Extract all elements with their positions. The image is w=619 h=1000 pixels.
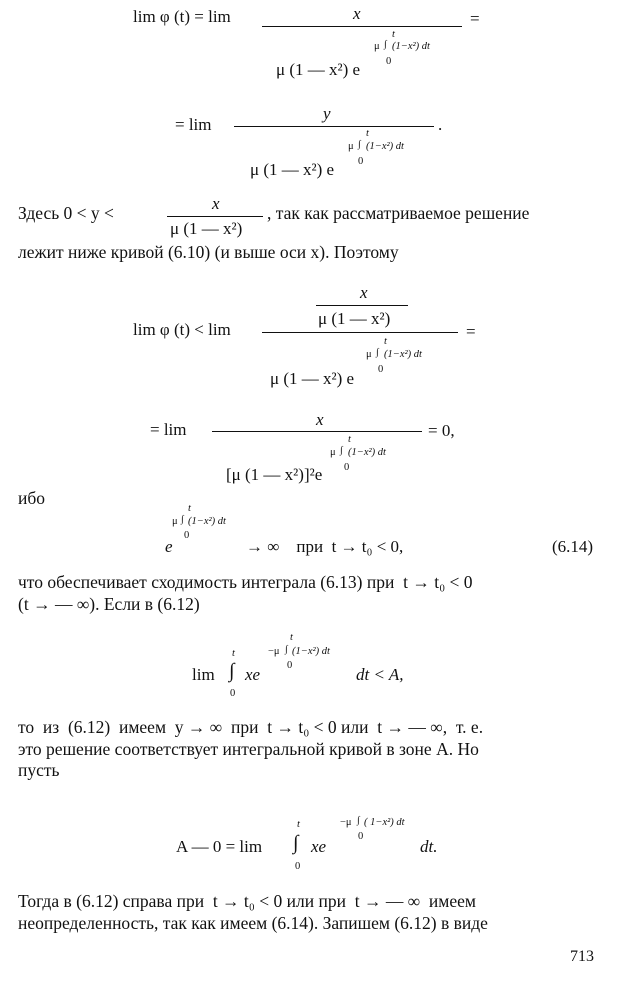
eq3-rhs: = bbox=[466, 322, 476, 341]
eq6-lim: lim bbox=[192, 665, 215, 684]
para3-line2: это решение соответствует интегральной кривой в зоне A. Но bbox=[18, 739, 479, 759]
eq3-exp-lower: 0 bbox=[378, 364, 384, 375]
eq6-integral-upper: t bbox=[232, 648, 235, 659]
para3-line3: пусть bbox=[18, 760, 60, 780]
eq7-integral-sign: ∫ bbox=[293, 832, 299, 854]
eq5-exp-upper: t bbox=[188, 503, 191, 514]
eq3-exp-mu: μ bbox=[366, 349, 372, 360]
equation-number-6-14: (6.14) bbox=[552, 537, 594, 556]
eq5-integral-sign: ∫ bbox=[181, 514, 184, 525]
eq7-rest: dt. bbox=[420, 837, 438, 856]
eq7-exp-integral-sign: ∫ bbox=[357, 815, 360, 826]
para2-line1: что обеспечивает сходимость интеграла (6.13) при t → t₀ < 0 bbox=[18, 572, 473, 592]
eq3-exp-upper: t bbox=[384, 336, 387, 347]
eq7-exp-lower: 0 bbox=[358, 831, 364, 842]
eq2-integral-sign: ∫ bbox=[358, 139, 361, 150]
eq3-inner-numerator: x bbox=[360, 283, 368, 302]
para1-start: Здесь 0 < y < bbox=[18, 203, 114, 223]
eq7-integral-lower: 0 bbox=[295, 861, 301, 872]
eq1-exp-mu: μ bbox=[374, 41, 380, 52]
eq1-numerator: x bbox=[353, 4, 361, 23]
para1-line1-end: , так как рассматриваемое решение bbox=[267, 203, 530, 223]
eq6-rest: dt < A, bbox=[356, 665, 404, 684]
eq1-lhs: lim φ (t) = lim bbox=[133, 7, 231, 26]
para1-line2: лежит ниже кривой (6.10) (и выше оси x). Поэтому bbox=[18, 242, 399, 262]
eq5-exp-integrand: (1−x²) dt bbox=[188, 516, 226, 527]
para1-fraction-numerator: x bbox=[212, 194, 220, 213]
eq1-denominator: μ (1 — x²) e bbox=[276, 60, 361, 79]
eq2-rhs: . bbox=[438, 115, 443, 134]
eq6-exp-mu: −μ bbox=[268, 646, 280, 657]
eq6-exp-integrand: (1−x²) dt bbox=[292, 646, 330, 657]
eq4-exp-lower: 0 bbox=[344, 462, 350, 473]
eq7-exp-integrand: ( 1−x²) dt bbox=[364, 817, 405, 828]
eq3-fraction-bar bbox=[262, 332, 458, 333]
para4-line1: Тогда в (6.12) справа при t → t₀ < 0 или при t → — ∞ имеем bbox=[18, 891, 476, 911]
eq2-exp-integrand: (1−x²) dt bbox=[366, 141, 404, 152]
eq2-exp-upper: t bbox=[366, 128, 369, 139]
para2-line2: (t → — ∞). Если в (6.12) bbox=[18, 594, 200, 614]
para3-line1: то из (6.12) имеем y → ∞ при t → t₀ < 0 или t → — ∞, т. е. bbox=[18, 717, 484, 737]
eq1-exp-lower: 0 bbox=[386, 56, 392, 67]
eq2-exp-lower: 0 bbox=[358, 156, 364, 167]
eq4-rhs: = 0, bbox=[428, 421, 455, 440]
eq2-numerator: y bbox=[323, 104, 331, 123]
para4-line2: неопределенность, так как имеем (6.14). Запишем (6.12) в виде bbox=[18, 913, 488, 933]
eq3-exp-integrand: (1−x²) dt bbox=[384, 349, 422, 360]
eq1-fraction-bar bbox=[262, 26, 462, 27]
eq5-exp-lower: 0 bbox=[184, 530, 190, 541]
eq1-exp-upper: t bbox=[392, 29, 395, 40]
eq2-lhs: = lim bbox=[175, 115, 212, 134]
eq7-exp-mu: −μ bbox=[340, 817, 352, 828]
page-number: 713 bbox=[570, 948, 594, 965]
eq5-exp-mu: μ bbox=[172, 516, 178, 527]
eq4-numerator: x bbox=[316, 410, 324, 429]
eq1-exp-integrand: (1−x²) dt bbox=[392, 41, 430, 52]
eq4-denominator: [μ (1 — x²)]²e bbox=[226, 465, 323, 484]
eq1-rhs: = bbox=[470, 9, 480, 28]
eq7-integrand: xe bbox=[311, 837, 327, 856]
eq4-exp-upper: t bbox=[348, 434, 351, 445]
word-ibo: ибо bbox=[18, 488, 46, 508]
eq6-exp-upper: t bbox=[290, 632, 293, 643]
para1-fraction-bar bbox=[167, 216, 263, 217]
eq6-integral-lower: 0 bbox=[230, 688, 236, 699]
eq3-lhs: lim φ (t) < lim bbox=[133, 320, 231, 339]
para1-fraction-denominator: μ (1 — x²) bbox=[170, 219, 243, 238]
eq6-integral-sign: ∫ bbox=[229, 660, 235, 682]
eq4-exp-mu: μ bbox=[330, 447, 336, 458]
eq3-inner-denominator: μ (1 — x²) bbox=[318, 309, 391, 328]
eq7-lhs: A — 0 = lim bbox=[176, 837, 263, 856]
eq6-integrand: xe bbox=[245, 665, 261, 684]
eq4-fraction-bar bbox=[212, 431, 422, 432]
eq6-exp-lower: 0 bbox=[287, 660, 293, 671]
eq7-integral-upper: t bbox=[297, 819, 300, 830]
eq1-integral-sign: ∫ bbox=[384, 39, 387, 50]
eq4-exp-integrand: (1−x²) dt bbox=[348, 447, 386, 458]
eq2-fraction-bar bbox=[234, 126, 434, 127]
eq3-inner-fraction-bar bbox=[316, 305, 408, 306]
eq2-denominator: μ (1 — x²) e bbox=[250, 160, 335, 179]
eq5-base-e: e bbox=[165, 537, 173, 556]
eq3-integral-sign: ∫ bbox=[376, 347, 379, 358]
eq3-denominator: μ (1 — x²) e bbox=[270, 369, 355, 388]
eq4-integral-sign: ∫ bbox=[340, 445, 343, 456]
eq6-exp-integral-sign: ∫ bbox=[285, 644, 288, 655]
eq4-lhs: = lim bbox=[150, 420, 187, 439]
eq2-exp-mu: μ bbox=[348, 141, 354, 152]
eq5-rest: → ∞ при t → t₀ < 0, bbox=[246, 537, 404, 556]
